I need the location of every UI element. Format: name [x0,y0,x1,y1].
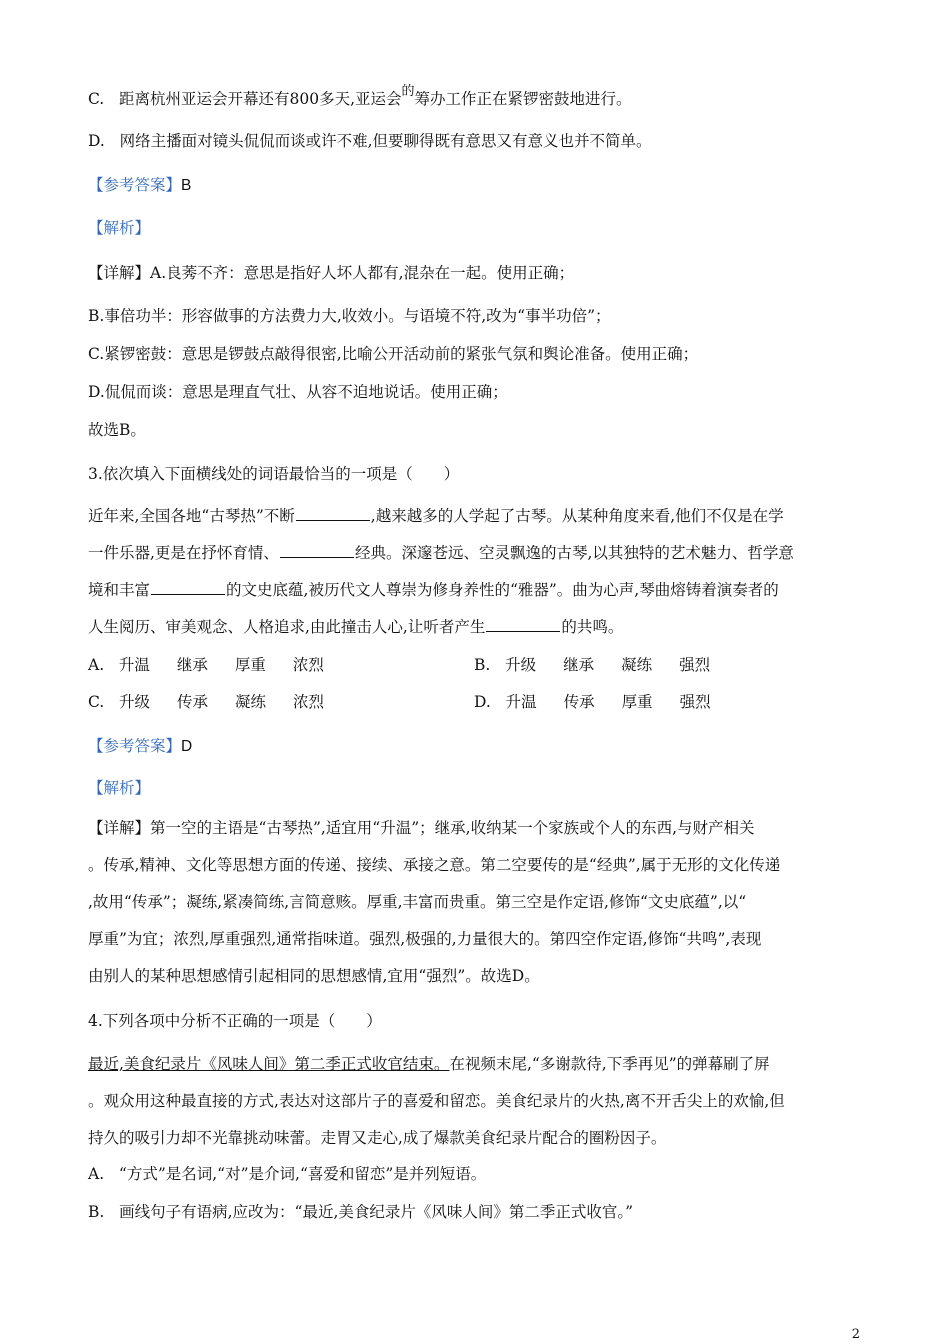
option-text: 网络主播面对镜头侃侃而谈或许不难,但要聊得既有意思又有意义也并不简单。 [119,132,652,150]
q3-detail-line [88,817,755,839]
q3-detail-line: 厚重”为宜；浓烈,厚重强烈,通常指味道。强烈,极强的,力量很大的。第四空作定语,修饰“共鸣”,表现 [88,930,762,948]
option-word: 强烈 [679,693,711,711]
option-word: 凝练 [235,693,267,711]
passage-text: 的文史底蕴,被历代文人尊崇为修身养性的“雅器”。曲为心声,琴曲熔铸着演奏者的 [226,581,779,599]
option-letter: C. [88,90,105,108]
answer-label: 【参考答案】 [88,737,182,755]
q3-analysis-label: 【解析】 [88,779,151,797]
q4-option-a [88,1163,486,1185]
q2-detail-line: D.侃侃而谈：意思是理直气壮、从容不迫地说话。使用正确； [88,383,508,401]
q3-passage-line [88,579,779,601]
q3-passage-line [88,616,623,638]
option-letter: D. [474,693,491,711]
q2-detail-line: B.事倍功半：形容做事的方法费力大,收效小。与语境不符,改为“事半功倍”； [88,307,611,325]
option-word: 升级 [505,656,537,674]
page-number: 2 [851,1327,860,1342]
q3-answer [88,735,192,758]
q3-option-b [474,653,737,675]
passage-text: 的共鸣。 [561,618,624,636]
q2-detail-line [88,262,574,284]
passage-text: 在视频末尾,“多谢款待,下季再见”的弹幕刷了屏 [449,1055,770,1073]
q3-option-d [474,690,738,712]
detail-label: 【详解】 [88,819,151,837]
fill-blank [151,580,225,595]
option-letter: B. [88,1203,105,1221]
option-text-cont: 筹办工作正在紧锣密鼓地进行。 [414,90,632,108]
q4-passage-line: 持久的吸引力却不光靠挑动味蕾。走胃又走心,成了爆款美食纪录片配合的圈粉因子。 [88,1129,667,1147]
option-word: 凝练 [621,656,653,674]
fill-blank [280,543,354,558]
q2-detail-line: C.紧锣密鼓：意思是锣鼓点敲得很密,比喻公开活动前的紧张气氛和舆论准备。使用正确； [88,345,699,363]
option-word: 传承 [563,693,595,711]
q4-passage-line [88,1053,770,1075]
option-text: 距离杭州亚运会开幕还有800多天,亚运会 [119,90,402,108]
option-word: 继承 [176,656,208,674]
fill-blank [486,617,560,632]
q2-analysis-label: 【解析】 [88,219,151,237]
q4-option-b [88,1201,633,1223]
passage-text: 近年来,全国各地“古琴热”不断 [88,507,295,525]
option-word: 升温 [118,656,150,674]
detail-text: 第一空的主语是“古琴热”,适宜用“升温”；继承,收纳某一个家族或个人的东西,与财产相关 [150,819,755,837]
q3-detail-line: 。传承,精神、文化等思想方面的传递、接续、承接之意。第二空要传的是“经典”,属于无形的文化传递 [88,856,781,874]
q3-passage-line [88,505,784,527]
q3-title: 3.依次填入下面横线处的词语最恰当的一项是（ ） [88,465,460,483]
option-text: 画线句子有语病,应改为：“最近,美食纪录片《风味人间》第二季正式收官。” [119,1203,634,1221]
option-word: 强烈 [679,656,711,674]
option-word: 浓烈 [293,693,325,711]
q2-option-d [88,130,652,152]
option-word: 传承 [177,693,209,711]
option-word: 厚重 [621,693,653,711]
q3-option-a [88,653,351,675]
option-word: 继承 [563,656,595,674]
passage-text: 经典。深邃苍远、空灵飘逸的古琴,以其独特的艺术魅力、哲学意 [354,544,794,562]
option-word: 浓烈 [292,656,324,674]
detail-label: 【详解】 [88,264,151,282]
passage-text: 一件乐器,更是在抒怀育情、 [88,544,279,562]
passage-text: 境和丰富 [88,581,151,599]
answer-label: 【参考答案】 [88,176,182,194]
q3-passage-line [88,542,794,564]
q3-detail-line: 由别人的某种思想感情引起相同的思想感情,宜用“强烈”。故选D。 [88,967,540,985]
q4-passage-line: 。观众用这种最直接的方式,表达对这部片子的喜爱和留恋。美食纪录片的火热,离不开舌尖上的欢愉,但 [88,1092,785,1110]
option-text: “方式”是名词,“对”是介词,“喜爱和留恋”是并列短语。 [118,1165,487,1183]
option-letter: D. [88,132,105,150]
q3-detail-line: ,故用“传承”；凝练,紧凑简练,言简意赅。厚重,丰富而贵重。第三空是作定语,修饰“文史底蕴”,以“ [88,893,747,911]
q3-option-c [88,690,351,712]
underlined-sentence: 最近,美食纪录片《风味人间》第二季正式收官结束。 [88,1055,450,1073]
q2-option-c [88,84,632,112]
option-letter: A. [88,1165,105,1183]
passage-text: 人生阅历、审美观念、人格追求,由此撞击人心,让听者产生 [88,618,486,636]
option-letter: A. [88,656,105,674]
option-word: 升级 [119,693,151,711]
detail-text: A.良莠不齐：意思是指好人坏人都有,混杂在一起。使用正确； [150,264,575,282]
option-letter: C. [88,693,105,711]
option-letter: B. [474,656,491,674]
q2-answer [88,174,191,197]
fill-blank [296,506,370,521]
q2-conclusion: 故选B。 [88,421,146,439]
answer-value: D [181,738,193,755]
option-word: 升温 [505,693,537,711]
passage-text: ,越来越多的人学起了古琴。从某种角度来看,他们不仅是在学 [370,507,784,525]
superscript-char: 的 [401,84,415,99]
answer-value: B [181,177,192,194]
option-word: 厚重 [234,656,266,674]
q4-title: 4.下列各项中分析不正确的一项是（ ） [88,1012,382,1030]
